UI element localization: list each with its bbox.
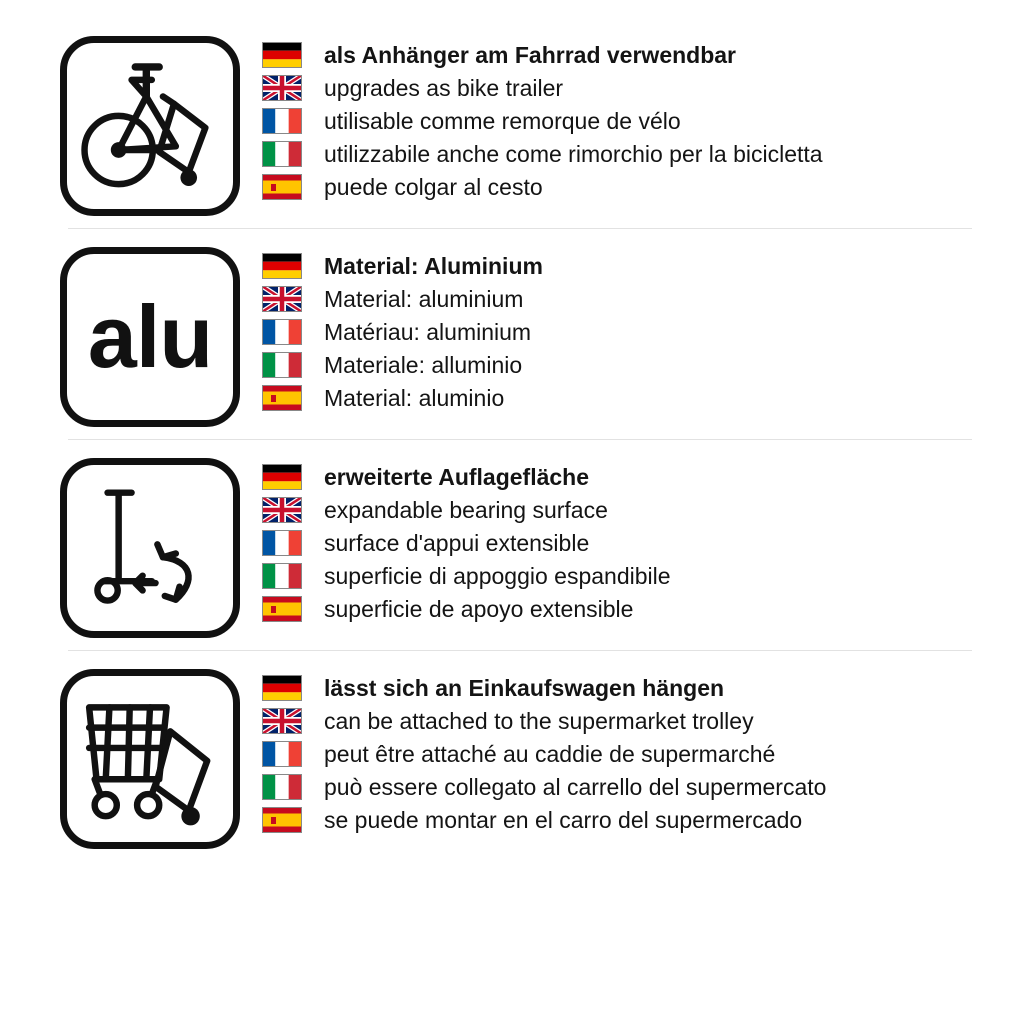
flag-de-icon <box>262 464 302 490</box>
list-item <box>262 803 984 836</box>
bike-trailer-icon <box>60 36 240 216</box>
list-item <box>262 137 984 170</box>
icon-cell <box>60 239 260 427</box>
translation-list <box>260 239 984 414</box>
translation-text: erweiterte Auflagefläche <box>324 463 590 490</box>
aluminium-icon <box>60 247 240 427</box>
translation-text: se puede montar en el carro del supermercado <box>324 806 803 833</box>
flag-de-icon <box>262 42 302 68</box>
list-item <box>262 282 984 315</box>
list-item <box>262 770 984 803</box>
list-item <box>262 592 984 625</box>
flag-es-icon <box>262 174 302 200</box>
list-item <box>262 170 984 203</box>
translation-text: Material: Aluminium <box>324 252 543 279</box>
feature-row <box>60 18 984 228</box>
translation-text: als Anhänger am Fahrrad verwendbar <box>324 41 737 68</box>
flag-gb-icon <box>262 497 302 523</box>
flag-de-icon <box>262 675 302 701</box>
aluminium-icon-label: alu <box>87 287 213 386</box>
translation-text: utilizzabile anche come rimorchio per la bicicletta <box>324 140 823 167</box>
flag-fr-icon <box>262 741 302 767</box>
icon-cell <box>60 661 260 849</box>
flag-it-icon <box>262 774 302 800</box>
flag-es-icon <box>262 385 302 411</box>
list-item <box>262 38 984 71</box>
translation-text: lässt sich an Einkaufswagen hängen <box>324 674 725 701</box>
flag-es-icon <box>262 596 302 622</box>
feature-row <box>60 651 984 861</box>
flag-fr-icon <box>262 530 302 556</box>
list-item <box>262 249 984 282</box>
feature-row <box>60 440 984 650</box>
list-item <box>262 104 984 137</box>
icon-cell <box>60 28 260 216</box>
flag-it-icon <box>262 141 302 167</box>
translation-list <box>260 450 984 625</box>
list-item <box>262 704 984 737</box>
expandable-surface-icon <box>60 458 240 638</box>
translation-text: expandable bearing surface <box>324 496 608 523</box>
flag-gb-icon <box>262 75 302 101</box>
list-item <box>262 559 984 592</box>
shopping-trolley-icon <box>60 669 240 849</box>
translation-text: peut être attaché au caddie de supermarché <box>324 740 776 767</box>
flag-it-icon <box>262 352 302 378</box>
translation-text: Material: aluminium <box>324 285 524 312</box>
icon-cell <box>60 450 260 638</box>
list-item <box>262 71 984 104</box>
translation-text: puede colgar al cesto <box>324 173 543 200</box>
flag-gb-icon <box>262 708 302 734</box>
list-item <box>262 526 984 559</box>
list-item <box>262 737 984 770</box>
list-item <box>262 493 984 526</box>
feature-row <box>60 229 984 439</box>
list-item <box>262 348 984 381</box>
translation-text: può essere collegato al carrello del supermercato <box>324 773 827 800</box>
translation-text: superficie di appoggio espandibile <box>324 562 671 589</box>
translation-text: Materiale: alluminio <box>324 351 523 378</box>
list-item <box>262 460 984 493</box>
translation-text: Matériau: aluminium <box>324 318 532 345</box>
flag-gb-icon <box>262 286 302 312</box>
translation-text: superficie de apoyo extensible <box>324 595 634 622</box>
translation-text: Material: aluminio <box>324 384 505 411</box>
flag-fr-icon <box>262 319 302 345</box>
flag-fr-icon <box>262 108 302 134</box>
flag-de-icon <box>262 253 302 279</box>
translation-text: upgrades as bike trailer <box>324 74 564 101</box>
flag-es-icon <box>262 807 302 833</box>
translation-text: surface d'appui extensible <box>324 529 590 556</box>
list-item <box>262 381 984 414</box>
translation-text: utilisable comme remorque de vélo <box>324 107 681 134</box>
translation-list <box>260 661 984 836</box>
translation-list <box>260 28 984 203</box>
flag-it-icon <box>262 563 302 589</box>
translation-text: can be attached to the supermarket trolley <box>324 707 754 734</box>
list-item <box>262 671 984 704</box>
list-item <box>262 315 984 348</box>
